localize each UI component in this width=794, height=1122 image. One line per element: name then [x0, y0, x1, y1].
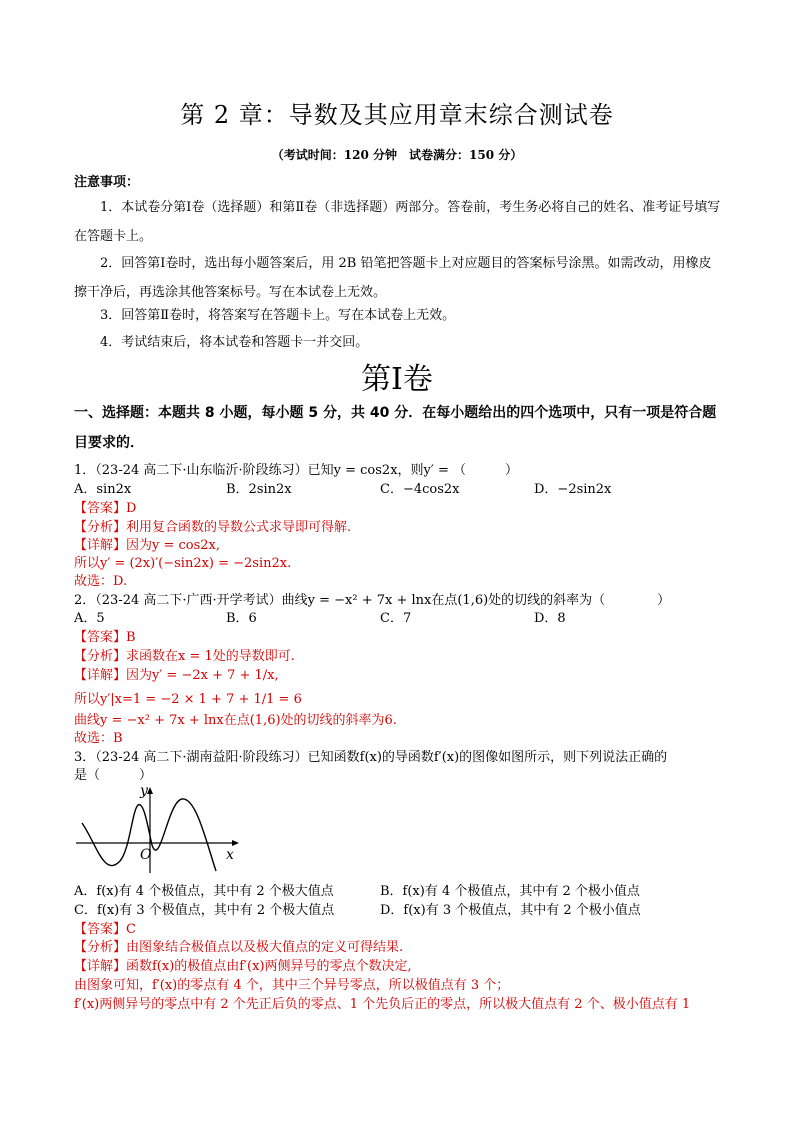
q3-stem-2: 是（ ）: [74, 768, 153, 783]
page-title: 第 2 章：导数及其应用章末综合测试卷: [180, 101, 614, 129]
q1-option-a: A．sin2x: [74, 482, 132, 497]
q3-option-d: D．f(x)有 3 个极值点，其中有 2 个极小值点: [380, 903, 641, 918]
q3-detail-2: 由图象可知，f′(x)的零点有 4 个，其中三个异号零点，所以极值点有 3 个；: [74, 978, 510, 993]
q1-choose: 故选：D.: [74, 574, 128, 589]
q2-option-a: A．5: [74, 611, 105, 626]
q1-option-c: C．−4cos2x: [380, 482, 460, 497]
section-title: 一、选择题：本题共 8 小题，每小题 5 分，共 40 分．在每小题给出的四个选项中，只有一项是符合题目要求的．: [74, 405, 717, 451]
q3-detail-3: f′(x)两侧异号的零点中有 2 个先正后负的零点、1 个先负后正的零点，所以极大值点有 2 个、极小值点有 1: [74, 997, 691, 1012]
q2-choose: 故选：B: [74, 731, 123, 746]
volume-title: 第Ⅰ卷: [361, 362, 433, 397]
notice-item-3: 3．回答第Ⅱ卷时，将答案写在答题卡上。写在本试卷上无效。: [100, 308, 456, 323]
notice-heading: 注意事项：: [74, 175, 140, 190]
q3-stem: 3．（23-24 高二下·湖南益阳·阶段练习）已知函数f(x)的导函数f′(x)的图像如图所示，则下列说法正确的: [74, 750, 668, 765]
q2-answer: 【答案】B: [74, 630, 136, 645]
q1-option-b: B．2sin2x: [226, 482, 292, 497]
notice-item-1: 1．本试卷分第Ⅰ卷（选择题）和第Ⅱ卷（非选择题）两部分。答卷前，考生务必将自己的姓名、准考证号填写在答题卡上。: [74, 200, 721, 244]
exam-subtitle: （考试时间：120 分钟 试卷满分：150 分）: [271, 148, 523, 162]
y-axis-label: y: [140, 783, 148, 799]
q2-option-b: B．6: [226, 611, 257, 626]
q2-analysis: 【分析】求函数在x = 1处的导数即可.: [74, 649, 295, 664]
x-axis-arrow: [232, 840, 239, 846]
q2-option-c: C．7: [380, 611, 412, 626]
q2-stem: 2．（23-24 高二下·广西·开学考试）曲线y = −x² + 7x + lnx在点(1,6)处的切线的斜率为（ ）: [74, 593, 671, 608]
q2-option-d: D．8: [534, 611, 566, 626]
x-axis-label: x: [226, 847, 234, 863]
origin-label: O: [140, 847, 152, 863]
q3-option-a: A．f(x)有 4 个极值点，其中有 2 个极大值点: [74, 884, 334, 899]
q1-analysis: 【分析】利用复合函数的导数公式求导即可得解.: [74, 520, 352, 535]
q3-detail: 【详解】函数f(x)的极值点由f′(x)两侧异号的零点个数决定,: [74, 959, 412, 974]
q1-answer: 【答案】D: [74, 501, 137, 516]
q3-analysis: 【分析】由图象结合极值点以及极大值点的定义可得结果.: [74, 940, 404, 955]
q3-answer: 【答案】C: [74, 922, 136, 937]
q1-stem: 1．（23-24 高二下·山东临沂·阶段练习）已知y = cos2x，则y′ = （ ）: [74, 463, 518, 478]
notice-item-2: 2．回答第Ⅰ卷时，选出每小题答案后，用 2B 铅笔把答题卡上对应题目的答案标号涂黑。如需改动，用橡皮擦干净后，再选涂其他答案标号。写在本试卷上无效。: [74, 256, 712, 300]
q2-detail-3: 曲线y = −x² + 7x + lnx在点(1,6)处的切线的斜率为6.: [74, 713, 397, 728]
q3-option-c: C．f(x)有 3 个极值点，其中有 2 个极大值点: [74, 903, 335, 918]
q2-detail-2: 所以y′|x=1 = −2 × 1 + 7 + 1/1 = 6: [74, 692, 302, 707]
notice-item-4: 4．考试结束后，将本试卷和答题卡一并交回。: [100, 335, 369, 350]
q1-detail-2: 所以y′ = (2x)′(−sin2x) = −2sin2x.: [74, 556, 292, 571]
q3-option-b: B．f(x)有 4 个极值点，其中有 2 个极小值点: [380, 884, 640, 899]
q2-detail: 【详解】因为y′ = −2x + 7 + 1/x,: [74, 668, 279, 683]
q1-option-d: D．−2sin2x: [534, 482, 612, 497]
derivative-graph: [74, 783, 244, 875]
q1-detail: 【详解】因为y = cos2x,: [74, 538, 221, 553]
